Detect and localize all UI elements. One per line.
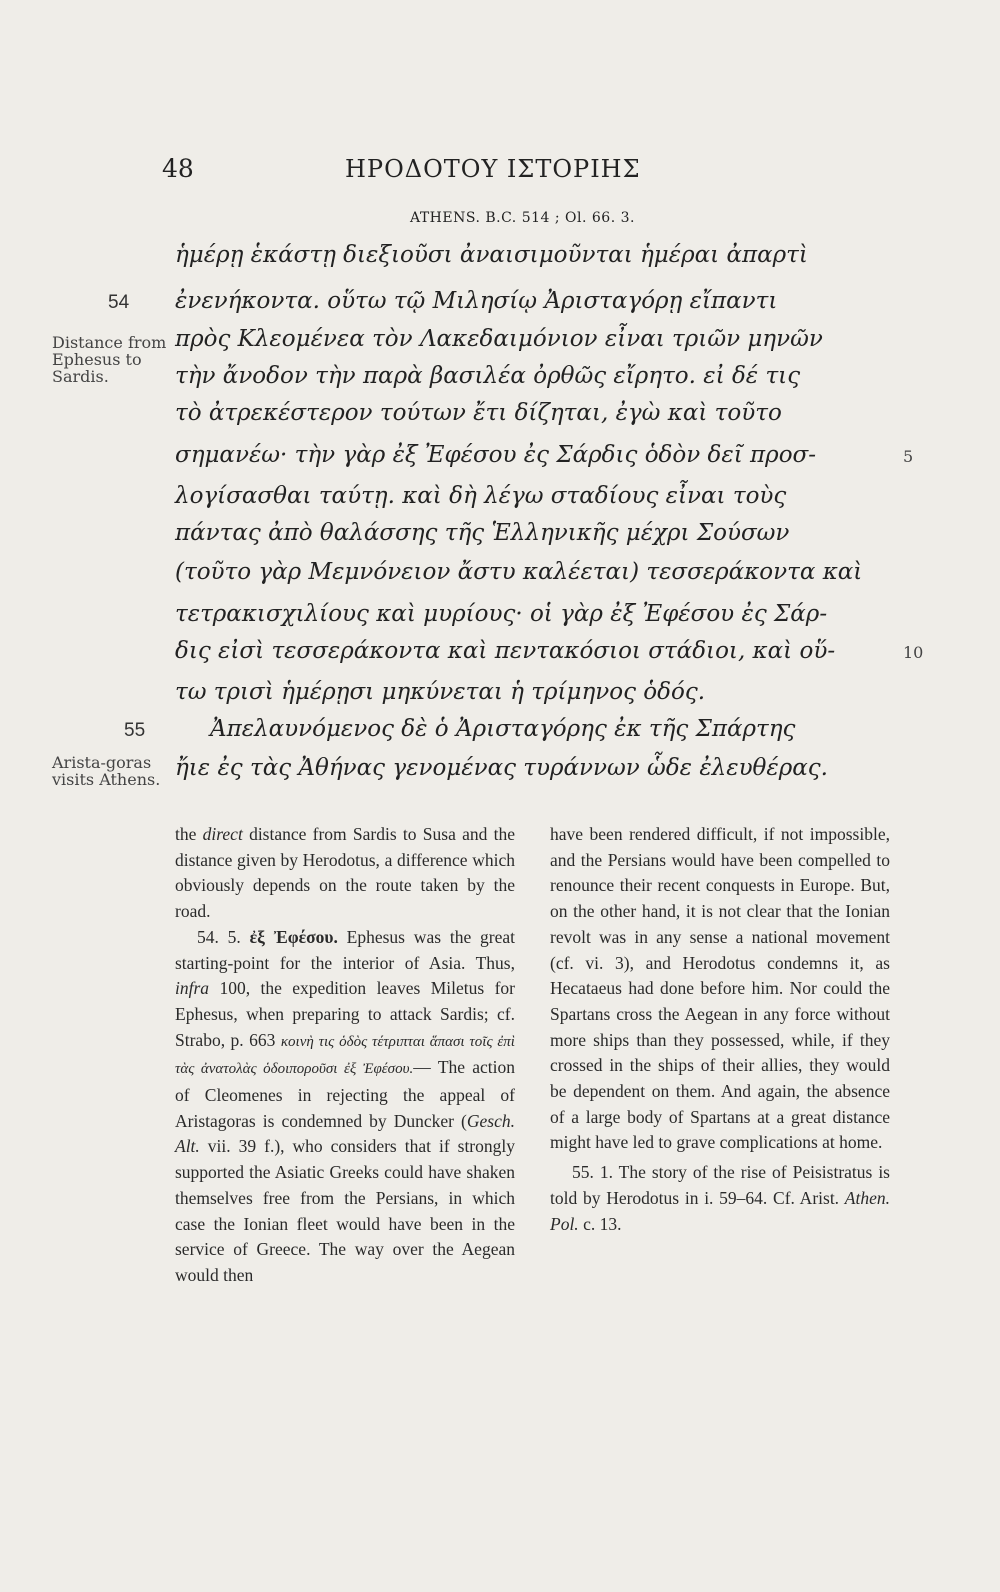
greek-line: σημανέω· τὴν γὰρ ἐξ Ἐφέσου ἐς Σάρδις ὁδὸν δεῖ προσ-	[175, 442, 817, 468]
commentary-text: 100, the expedition leaves Miletus for Ephesus, when preparing to attack Sardis; cf. Strabo, p. 663	[175, 978, 515, 1050]
greek-line: ἤιε ἐς τὰς Ἀθήνας γενομένας τυράννων ὧδε ἐλευθέρας.	[175, 755, 828, 781]
greek-line: τω τρισὶ ἡμέρῃσι μηκύνεται ἡ τρίμηνος ὁδός.	[175, 679, 706, 705]
running-title: ΗΡΟΔΟΤΟΥ ΙΣΤΟΡΙΗΣ	[345, 155, 641, 183]
line-number: 5	[903, 447, 914, 466]
commentary-paragraph	[550, 1160, 890, 1237]
greek-line: (τοῦτο γὰρ Μεμνόνειον ἄστυ καλέεται) τεσσεράκοντα καὶ	[175, 559, 863, 585]
commentary-text: 54. 5.	[197, 926, 250, 947]
commentary-right-column	[550, 822, 890, 1237]
commentary-text: have been rendered difficult, if not impossible, and the Persians would have been compelled to renounce their recent conquests in Europe. But, on the other hand, it is not clear that the Ionian revolt was in any sense a national movement (cf. vi. 3), and Herodotus condemns it, as Hecataeus had done before him. Nor could the Spartans cross the Aegean in any force without more ships than they possessed, while, if they crossed in the ships of their allies, they would be dependent on them. And again, the absence of a large body of Spartans at a great distance might have led to grave complications at home.	[550, 824, 890, 1153]
greek-line: Ἀπελαυνόμενος δὲ ὁ Ἀρισταγόρης ἐκ τῆς Σπάρτης	[210, 716, 796, 742]
page-number: 48	[162, 154, 194, 183]
greek-line: πάντας ἀπὸ θαλάσσης τῆς Ἑλληνικῆς μέχρι Σούσων	[175, 520, 790, 546]
commentary-paragraph	[550, 822, 890, 1156]
greek-line: πρὸς Κλεομένεα τὸν Λακεδαιμόνιον εἶναι τριῶν μηνῶν	[175, 326, 823, 352]
subhead: ATHENS. B.C. 514 ; Ol. 66. 3.	[410, 210, 635, 226]
commentary-text: vii. 39 f.), who considers that if strongly supported the Asiatic Greeks could have shaken themselves free from the Persians, in which case the Ionian fleet would have been in the service of Greece. The way over the Aegean would then	[175, 1136, 515, 1285]
commentary-text: the	[175, 824, 203, 844]
greek-line: τετρακισχιλίους καὶ μυρίους· οἱ γὰρ ἐξ Ἐφέσου ἐς Σάρ-	[175, 601, 828, 627]
commentary-text: distance from Sardis to Susa and the distance given by Herodotus, a difference which obviously depends on the route taken by the road.	[175, 824, 515, 922]
commentary-text: Gesch. Alt.	[175, 1110, 515, 1157]
commentary-paragraph	[175, 822, 515, 925]
greek-line: ἐνενήκοντα. οὕτω τῷ Μιλησίῳ Ἀρισταγόρῃ εἴπαντι	[175, 288, 778, 314]
commentary-text: 55. 1. The story of the rise of Peisistratus is told by Herodotus in i. 59–64. Cf. Arist.	[550, 1162, 890, 1208]
commentary-text: direct	[202, 824, 243, 844]
greek-line: λογίσασθαι ταύτῃ. καὶ δὴ λέγω σταδίους εἶναι τοὺς	[175, 483, 787, 509]
commentary-text: — The action of Cleomenes in rejecting the appeal of Aristagoras is condemned by Duncker (	[175, 1057, 515, 1131]
chapter-number: 55	[124, 720, 146, 741]
sidenote-distance: Distance from Ephesus to Sardis.	[52, 333, 167, 386]
commentary-paragraph	[175, 925, 515, 1289]
line-number: 10	[903, 643, 924, 662]
sidenote-aristagoras: Arista-goras visits Athens.	[52, 753, 161, 789]
commentary-text: κοινὴ τις ὁδὸς τέτριπται ἅπασι τοῖς ἐπὶ τὰς ἀνατολὰς ὁδοιποροῦσι ἐξ Ἐφέσου.	[175, 1033, 515, 1078]
greek-line: τὸ ἀτρεκέστερον τούτων ἔτι δίζηται, ἐγὼ καὶ τοῦτο	[175, 400, 782, 426]
commentary-text: c. 13.	[578, 1213, 622, 1234]
commentary-text: Athen. Pol.	[550, 1187, 890, 1234]
commentary-text: infra	[175, 978, 210, 999]
greek-line: ἡμέρῃ ἑκάστῃ διεξιοῦσι ἀναισιμοῦνται ἡμέραι ἀπαρτὶ	[175, 242, 808, 268]
commentary-left-column	[175, 822, 515, 1289]
commentary-text: Ephesus was the great starting-point for the interior of Asia. Thus,	[175, 926, 515, 973]
chapter-number: 54	[108, 292, 130, 313]
commentary-text: ἐξ Ἐφέσου.	[249, 926, 338, 947]
greek-line: τὴν ἄνοδον τὴν παρὰ βασιλέα ὀρθῶς εἴρητο. εἰ δέ τις	[175, 363, 801, 389]
greek-line: δις εἰσὶ τεσσεράκοντα καὶ πεντακόσιοι στάδιοι, καὶ οὕ-	[175, 638, 836, 664]
